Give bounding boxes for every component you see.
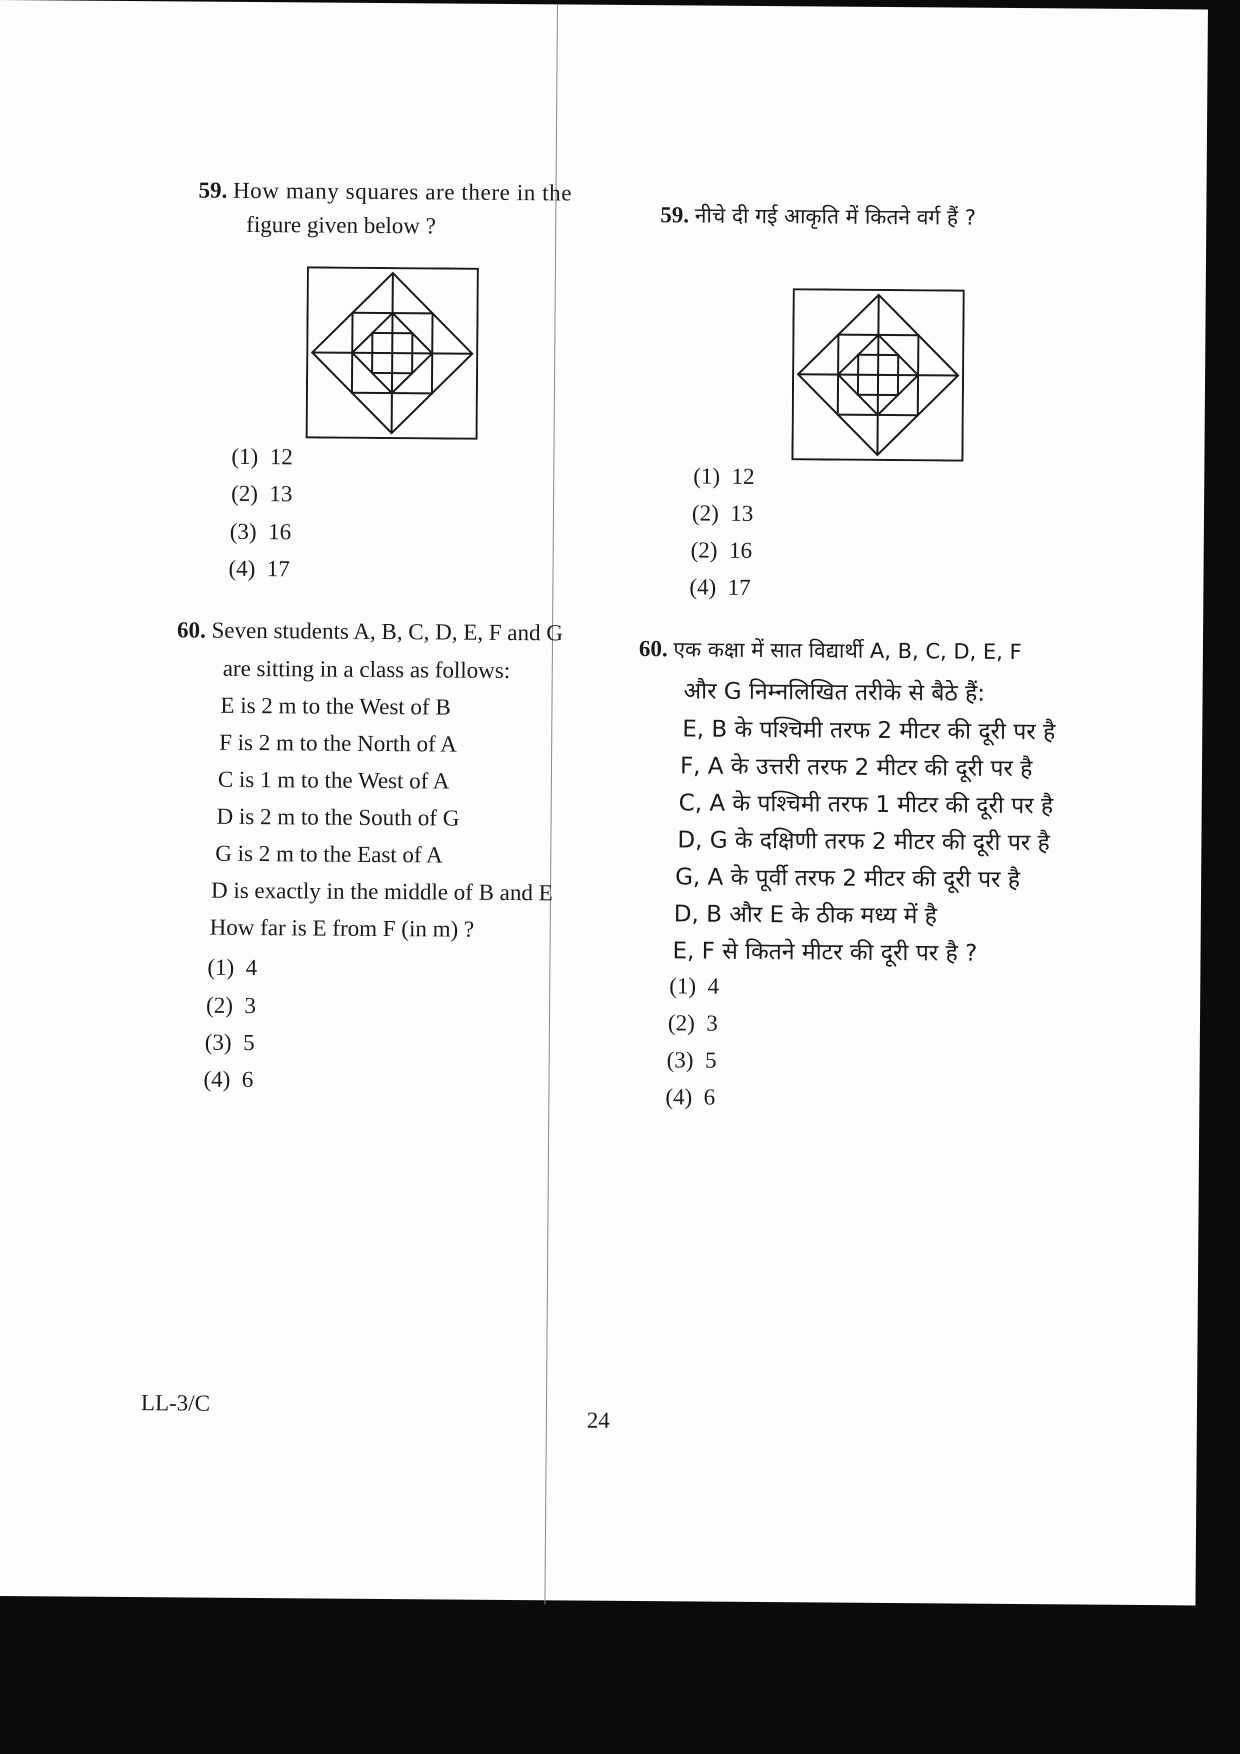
q60-hi-option-1[interactable] xyxy=(669,973,719,999)
q60-hi-line3: E, B के पश्चिमी तरफ 2 मीटर की दूरी पर है xyxy=(682,716,1056,746)
q60-hi-line9: E, F से कितने मीटर की दूरी पर है ? xyxy=(672,938,978,967)
option-value: 17 xyxy=(727,574,751,600)
option-value: 13 xyxy=(730,500,754,526)
q60-hi-option-4[interactable] xyxy=(665,1084,715,1110)
q60-hi-option-2[interactable] xyxy=(668,1010,718,1036)
option-label: (2) xyxy=(231,480,259,507)
option-label: (2) xyxy=(690,537,718,563)
q60-en-line9: How far is E from F (in m) ? xyxy=(209,914,475,942)
option-value: 13 xyxy=(269,481,293,507)
q60-en-number: 60. xyxy=(176,617,206,643)
q60-hi-line7: G, A के पूर्वी तरफ 2 मीटर की दूरी पर है xyxy=(675,864,1021,894)
q60-en-line4: F is 2 m to the North of A xyxy=(219,729,457,757)
option-label: (4) xyxy=(665,1084,693,1110)
q60-en-option-3[interactable] xyxy=(205,1030,255,1056)
q60-en-option-4[interactable] xyxy=(203,1067,253,1093)
q60-en-option-1[interactable] xyxy=(207,955,257,981)
q60-hi-line1 xyxy=(639,635,1022,666)
q60-hi-number: 60. xyxy=(638,636,668,662)
q60-hi-line2: और G निम्नलिखित तरीके से बैठे हैं: xyxy=(683,678,986,707)
option-value: 3 xyxy=(244,992,257,1019)
option-label: (3) xyxy=(666,1047,694,1073)
option-label: (2) xyxy=(691,500,719,526)
option-value: 4 xyxy=(707,973,720,999)
paper-code: LL-3/C xyxy=(140,1390,211,1416)
q60-hi-option-3[interactable] xyxy=(667,1047,717,1073)
q59-hi-line1 xyxy=(660,201,976,231)
q59-hi-option-2[interactable] xyxy=(692,500,754,526)
q60-en-option-2[interactable] xyxy=(206,993,256,1019)
option-value: 6 xyxy=(703,1084,716,1110)
q59-hi-text1: नीचे दी गई आकृति में कितने वर्ग हैं ? xyxy=(694,203,977,230)
option-label: (4) xyxy=(228,555,256,582)
q59-en-option-3[interactable] xyxy=(230,519,292,545)
option-value: 5 xyxy=(243,1029,255,1056)
option-label: (4) xyxy=(689,574,717,600)
option-value: 16 xyxy=(268,519,292,545)
q59-en-line2: figure given below ? xyxy=(246,211,437,239)
q60-en-line2: are sitting in a class as follows: xyxy=(222,655,511,684)
option-label: (1) xyxy=(669,973,697,999)
q60-hi-text1: एक कक्षा में सात विद्यार्थी A, B, C, D, E, F xyxy=(673,637,1022,665)
q60-en-line7: G is 2 m to the East of A xyxy=(215,840,443,868)
option-label: (3) xyxy=(204,1029,232,1055)
option-label: (1) xyxy=(231,443,259,470)
q60-en-text1: Seven students A, B, C, D, E, F and G xyxy=(211,617,564,646)
option-label: (1) xyxy=(693,463,721,489)
q59-en-text1: How many squares are there in the xyxy=(232,177,573,206)
q59-en-option-2[interactable] xyxy=(231,481,293,507)
option-label: (2) xyxy=(667,1010,695,1036)
q60-en-line6: D is 2 m to the South of G xyxy=(216,803,460,831)
option-value: 12 xyxy=(269,444,293,470)
q60-en-line3: E is 2 m to the West of B xyxy=(220,692,451,720)
q60-hi-line5: C, A के पश्चिमी तरफ 1 मीटर की दूरी पर है xyxy=(678,790,1054,820)
q59-hi-number: 59. xyxy=(660,202,690,228)
q60-en-line8: D is exactly in the middle of B and E xyxy=(210,877,553,906)
q59-en-option-1[interactable] xyxy=(231,444,293,470)
q60-hi-line8: D, B और E के ठीक मध्य में है xyxy=(673,901,938,930)
q59-en-option-4[interactable] xyxy=(228,556,290,582)
option-value: 17 xyxy=(266,556,290,582)
option-value: 3 xyxy=(706,1010,718,1036)
option-value: 6 xyxy=(241,1066,254,1093)
option-value: 4 xyxy=(245,954,258,981)
nested-squares-figure-hi xyxy=(791,288,964,461)
page-fold-line xyxy=(544,4,558,1604)
q59-en-line1 xyxy=(198,178,572,207)
q60-en-line1 xyxy=(177,617,563,646)
option-label: (3) xyxy=(229,518,257,545)
q59-hi-option-1[interactable] xyxy=(693,463,755,489)
nested-squares-figure-en xyxy=(306,266,479,439)
option-label: (2) xyxy=(206,992,234,1018)
q60-hi-line6: D, G के दक्षिणी तरफ 2 मीटर की दूरी पर है xyxy=(677,827,1050,857)
option-label: (1) xyxy=(207,954,235,980)
option-label: (4) xyxy=(203,1066,231,1092)
option-value: 16 xyxy=(728,537,753,563)
q60-en-line5: C is 1 m to the West of A xyxy=(217,766,450,794)
option-value: 12 xyxy=(731,463,755,489)
q59-hi-option-3[interactable] xyxy=(691,537,753,563)
option-value: 5 xyxy=(704,1047,717,1073)
q59-hi-option-4[interactable] xyxy=(689,574,751,600)
q60-hi-line4: F, A के उत्तरी तरफ 2 मीटर की दूरी पर है xyxy=(679,753,1033,783)
page-number: 24 xyxy=(586,1407,610,1433)
q59-en-number: 59. xyxy=(198,177,228,203)
